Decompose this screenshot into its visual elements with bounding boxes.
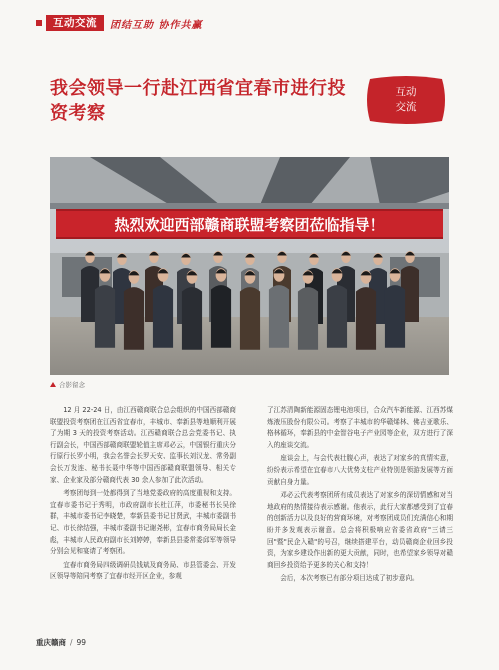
body-paragraph: 了江苏清陶新能源固态锂电池项目，合众汽车新能源、江西苏煤炼液压股份有限公司。考察了丰城市的华赣烯林、佛吉亚歌乐、格林循环，奉新县的中金智谷电子产业园等企业，双方进行了深入的座谈交流。 xyxy=(267,406,453,449)
page-number: 99 xyxy=(76,638,87,647)
section-header xyxy=(36,14,216,32)
group-photo-illustration xyxy=(50,157,449,375)
badge-line-1: 互动 xyxy=(395,86,417,98)
body-paragraph: 12 月 22-24 日，由江西赣商联合总会组织的中国西部赣商联盟投资考察团在江西省宜春市，丰城市、奉新县等地顺利开展了为期 3 天的投资考察活动。江西赣商联合总会党委书记、执行副会长，中国西部赣商联盟轮值主席邓必云，中国银行重庆分行原行长罗小明，我会名誉会长罗天安、监事长刘汉龙、常务副会长万发连、秘书长聂中华等中国西部赣商联盟领导、相关专家、企业家及部分赣商代表 30 余人参加了此次活动。 xyxy=(50,406,236,484)
badge-line-2: 交流 xyxy=(395,101,417,113)
footer-divider: / xyxy=(70,638,73,647)
section-slogan: 团结互助 协作共赢 xyxy=(110,19,203,31)
photo-caption xyxy=(50,380,85,389)
body-column-left xyxy=(50,405,236,585)
body-paragraph: 考察团每到一处都得到了当地党委政府的高度重视和支持。宜春市委书记于秀明，市政府副市长杜江萍，市委秘书长吴徐群，丰城市委书记李晓楚，奉新县委书记甘贤武，丰城市委副书记、市长徐结强，丰城市委副书记谢尧彬，宜春市商务局局长金彪，丰城市人民政府副市长刘婷婷，奉新县县委常委邱军等领导分别会见和宴请了考察团。 xyxy=(50,489,236,556)
body-paragraph: 会后，本次考察已有部分项目达成了初步意向。 xyxy=(280,574,419,583)
triangle-marker-icon xyxy=(50,382,56,387)
section-badge xyxy=(366,76,446,124)
body-paragraph: 宜春市商务局四级调研员钱斌及商务局、市县管委会、开发区领导等陪同考察了宜春市经开区企业，参观 xyxy=(50,560,236,581)
caption-text: 合影留念 xyxy=(59,381,85,389)
banner-text: 热烈欢迎西部赣商联盟考察团莅临指导！ xyxy=(114,216,385,234)
body-paragraph: 邓必云代表考察团所有成员表达了对家乡的深切情感和对当地政府的热情接待表示感谢。他表示，此行大家都感受到了宜春的创新活力以及良好的营商环境，对考察团成员们充满信心和期盼并多发观表示谢意。总会将积极响应省委省政府"三请三回"暨"民企入赣"的号召，继续搭建平台，动员赣商企业回乡投资，为家乡建设作出新的更大贡献，同时，也希望家乡领导对赣商回乡投资给予更多的关心和支持！ xyxy=(267,491,453,569)
page-footer xyxy=(36,637,86,648)
body-column-right xyxy=(267,405,453,587)
body-paragraph: 座谈会上，与会代表壮腹心声，表达了对家乡的真情实意，纷纷表示希望在宜春市八大优势支柱产业特别是领游发展等方面贡献自身力量。 xyxy=(267,454,453,486)
section-tag: 互动交流 xyxy=(46,15,104,31)
square-marker-icon xyxy=(36,20,42,26)
magazine-name: 重庆赣商 xyxy=(36,638,66,647)
group-photo xyxy=(50,157,449,375)
article-title: 我会领导一行赴江西省宜春市进行投资考察 xyxy=(50,78,346,124)
welcome-banner xyxy=(56,209,443,239)
